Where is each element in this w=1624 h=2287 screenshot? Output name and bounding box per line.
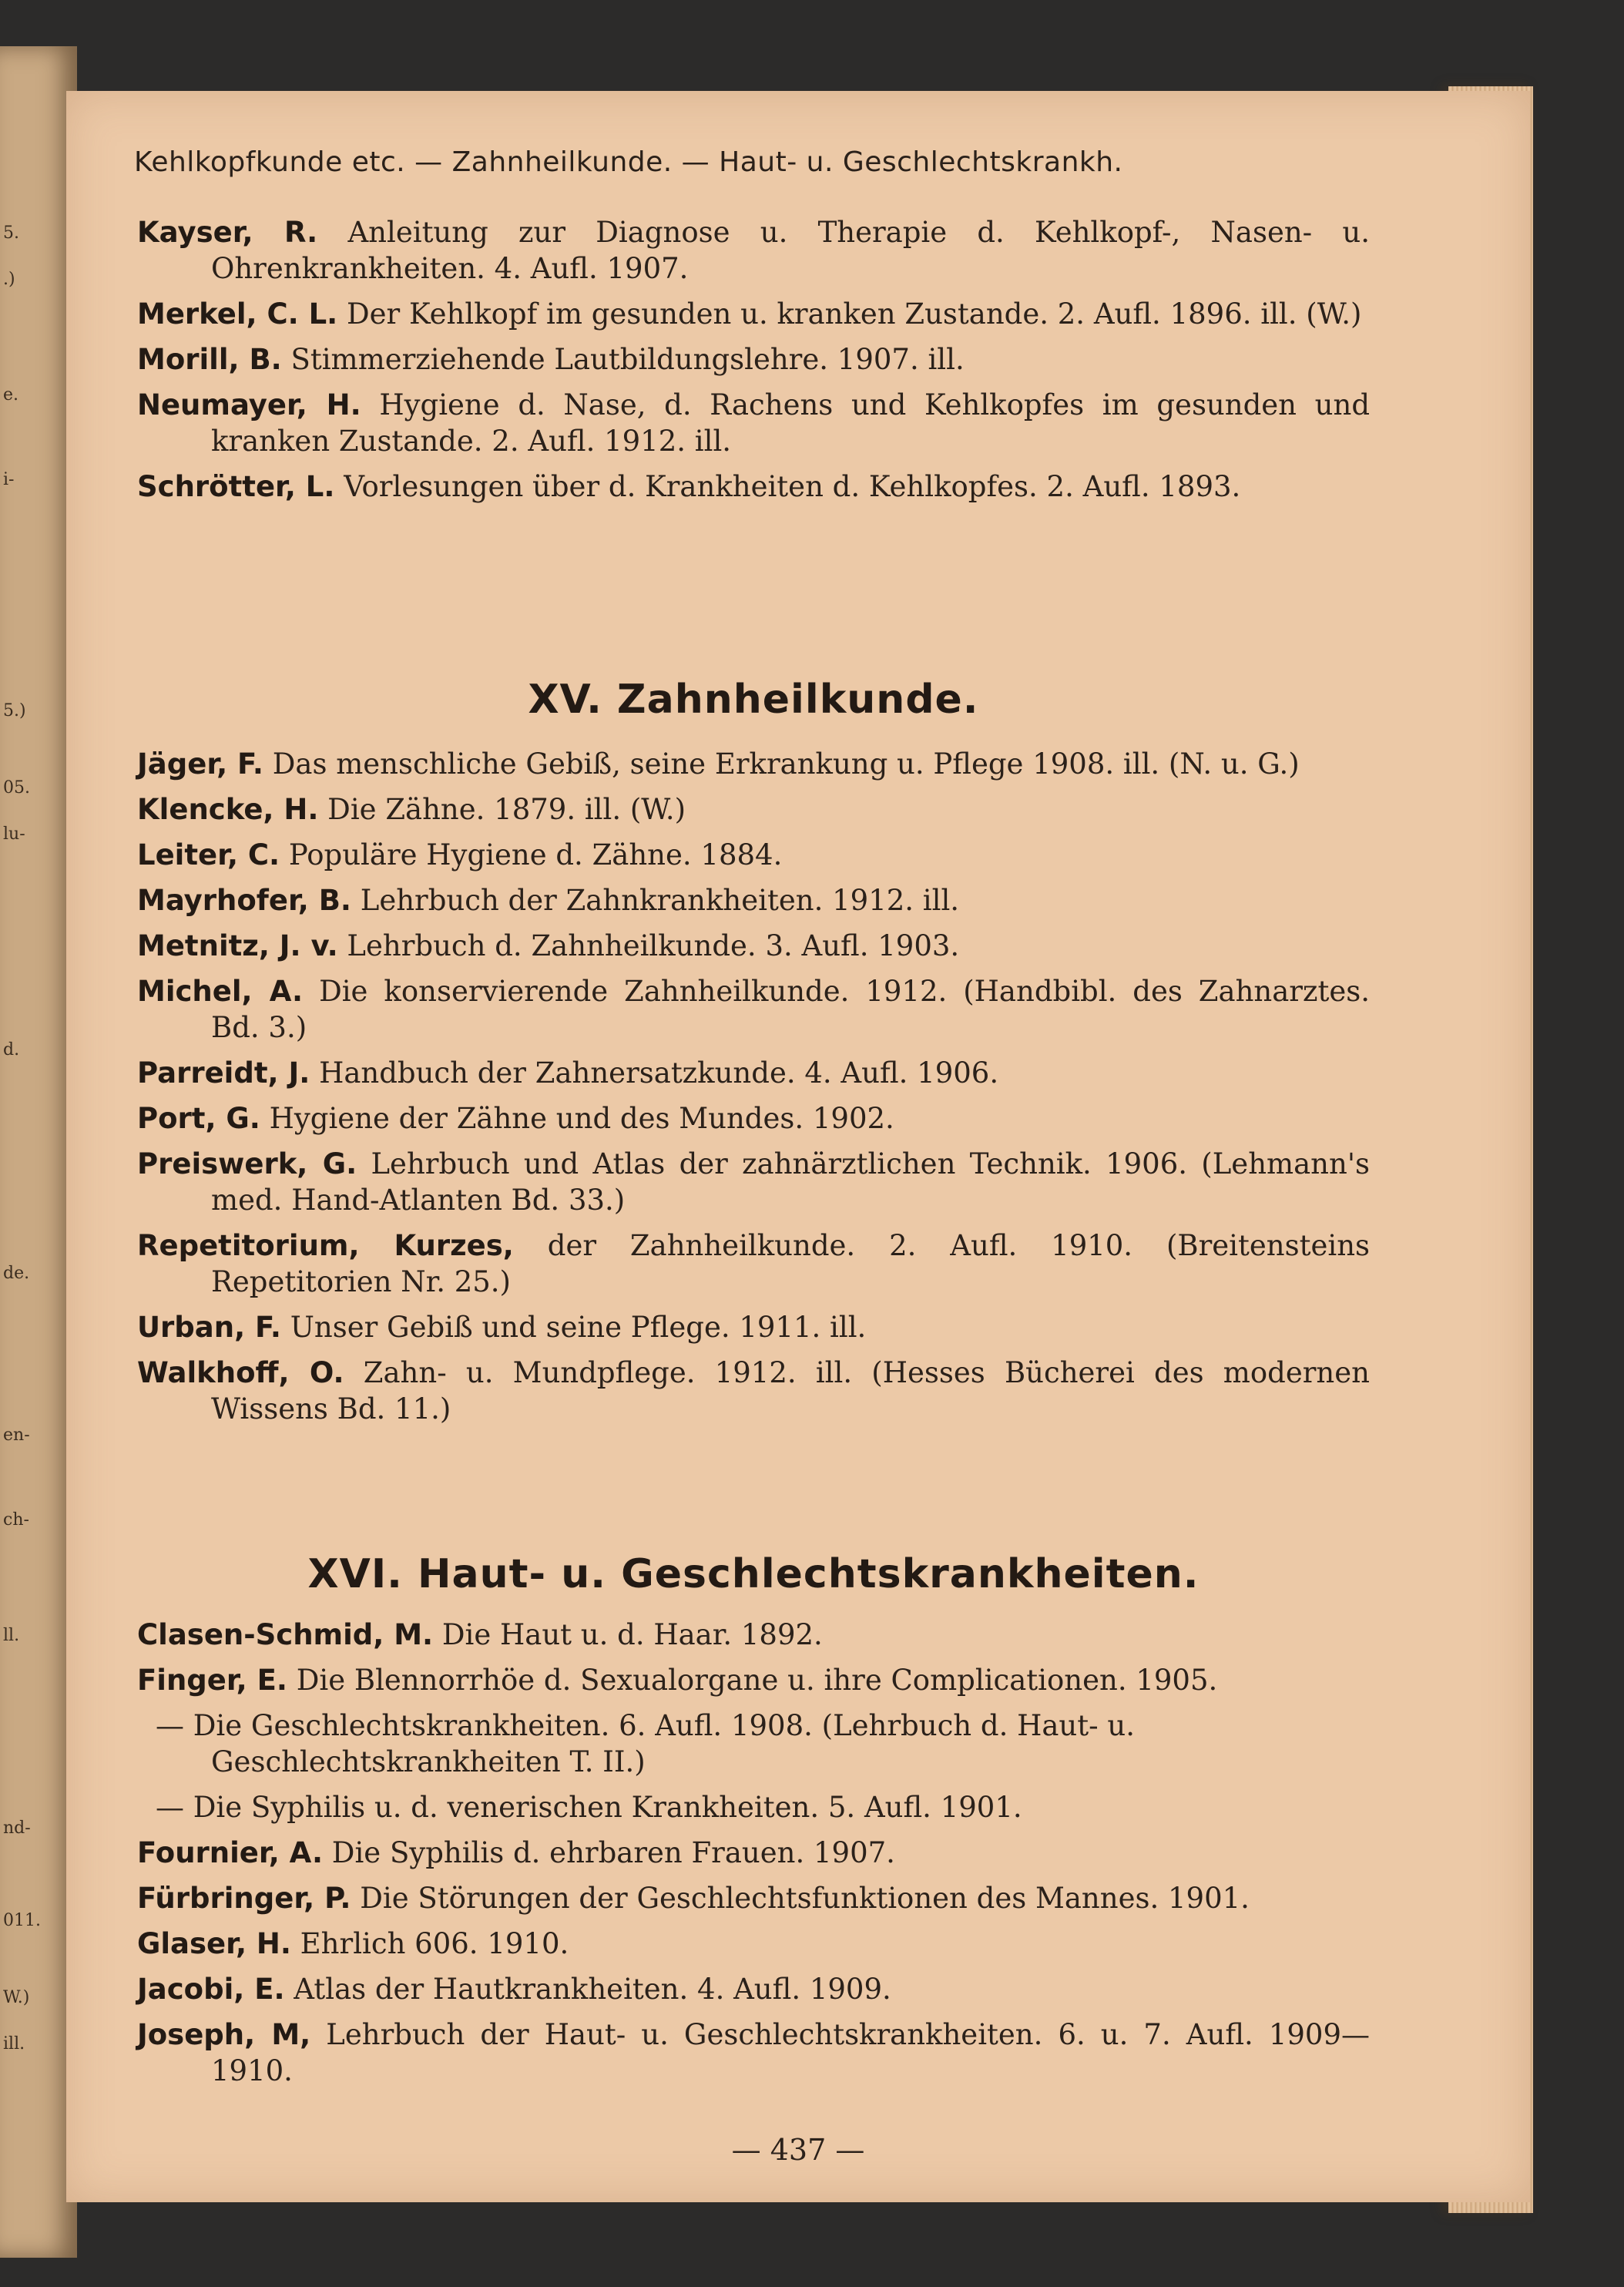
entry-author: Mayrhofer, B.	[137, 884, 351, 917]
entry-text: Das menschliche Gebiß, seine Erkrankung u. Pflege 1908. ill. (N. u. G.)	[272, 747, 1300, 781]
entry-author: Kayser, R.	[137, 216, 318, 249]
entry-author: Clasen-Schmid, M.	[137, 1618, 434, 1651]
list-item	[137, 1309, 1370, 1345]
entry-text: Lehrbuch d. Zahnheilkunde. 3. Aufl. 1903.	[347, 929, 960, 962]
entry-text: — Die Geschlechtskrankheiten. 6. Aufl. 1908. (Lehrbuch d. Haut- u. Geschlechtskrankheiten T. II.)	[156, 1709, 1135, 1778]
entry-author: Urban, F.	[137, 1311, 281, 1344]
list-item	[137, 1971, 1370, 2007]
list-item	[137, 928, 1370, 964]
entry-author: Fürbringer, P.	[137, 1882, 351, 1915]
zahnheilkunde-entry-list	[137, 746, 1370, 1436]
entry-author: Walkhoff, O.	[137, 1356, 344, 1389]
margin-fragment: ill.	[3, 2034, 25, 2054]
list-item	[137, 1100, 1370, 1137]
margin-fragment: d.	[3, 1040, 20, 1060]
margin-fragment: ch-	[3, 1510, 29, 1530]
list-item	[137, 2017, 1370, 2089]
haut-entry-list	[137, 1617, 1370, 2098]
list-item	[137, 1708, 1370, 1780]
list-item	[137, 882, 1370, 918]
list-item	[137, 1355, 1370, 1427]
margin-fragment: en-	[3, 1426, 30, 1445]
list-item	[137, 1789, 1370, 1825]
list-item	[137, 1926, 1370, 1962]
entry-author: Neumayer, H.	[137, 388, 361, 421]
list-item	[137, 837, 1370, 873]
entry-text: Stimmerziehende Lautbildungslehre. 1907. ill.	[290, 343, 965, 376]
entry-author: Schrötter, L.	[137, 470, 335, 503]
margin-fragment: ll.	[3, 1626, 20, 1645]
list-item	[137, 746, 1370, 782]
entry-author: Finger, E.	[137, 1664, 287, 1697]
margin-fragment: lu-	[3, 824, 25, 844]
entry-author: Merkel, C. L.	[137, 297, 338, 331]
margin-fragment: e.	[3, 385, 19, 405]
entry-text: Hygiene d. Nase, d. Rachens und Kehlkopfes im gesunden und kranken Zustande. 2. Aufl. 1912. ill.	[211, 388, 1371, 458]
entry-author: Port, G.	[137, 1102, 260, 1135]
list-item	[137, 1146, 1370, 1218]
entry-author: Klencke, H.	[137, 793, 319, 826]
entry-author: Joseph, M,	[137, 2018, 311, 2051]
margin-fragment: de.	[3, 1264, 30, 1283]
book-page	[66, 91, 1530, 2202]
margin-fragment: nd-	[3, 1819, 31, 1838]
entry-text: Zahn- u. Mundpflege. 1912. ill. (Hesses Bücherei des modernen Wissens Bd. 11.)	[211, 1356, 1370, 1426]
list-item	[137, 1662, 1370, 1698]
margin-fragment: 05.	[3, 778, 30, 798]
list-item	[137, 791, 1370, 828]
entry-text: Die Syphilis d. ehrbaren Frauen. 1907.	[331, 1836, 895, 1869]
list-item	[137, 214, 1370, 287]
entry-text: Anleitung zur Diagnose u. Therapie d. Kehlkopf-, Nasen- u. Ohrenkrankheiten. 4. Aufl. 1907.	[211, 216, 1371, 285]
list-item	[137, 1835, 1370, 1871]
list-item	[137, 1055, 1370, 1091]
entry-text: Die Blennorrhöe d. Sexualorgane u. ihre Complicationen. 1905.	[296, 1664, 1218, 1697]
entry-author: Metnitz, J. v.	[137, 929, 338, 962]
entry-text: Handbuch der Zahnersatzkunde. 4. Aufl. 1906.	[319, 1056, 999, 1090]
entry-author: Morill, B.	[137, 343, 282, 376]
list-item	[137, 387, 1370, 459]
list-item	[137, 296, 1370, 332]
entry-text: Lehrbuch der Zahnkrankheiten. 1912. ill.	[360, 884, 960, 917]
list-item	[137, 973, 1370, 1046]
list-item	[137, 1880, 1370, 1916]
entry-text: Hygiene der Zähne und des Mundes. 1902.	[269, 1102, 894, 1135]
left-page-edge	[0, 46, 77, 2258]
list-item	[137, 1617, 1370, 1653]
entry-author: Fournier, A.	[137, 1836, 324, 1869]
list-item	[137, 341, 1370, 378]
entry-text: — Die Syphilis u. d. venerischen Krankheiten. 5. Aufl. 1901.	[156, 1791, 1022, 1824]
entry-author: Repetitorium, Kurzes,	[137, 1229, 514, 1262]
margin-fragment: 5.	[3, 223, 19, 243]
entry-author: Preiswerk, G.	[137, 1147, 357, 1180]
entry-text: Vorlesungen über d. Krankheiten d. Kehlkopfes. 2. Aufl. 1893.	[344, 470, 1241, 503]
entry-text: Die Zähne. 1879. ill. (W.)	[327, 793, 686, 826]
entry-author: Glaser, H.	[137, 1927, 291, 1960]
entry-author: Jacobi, E.	[137, 1973, 285, 2006]
entry-text: Atlas der Hautkrankheiten. 4. Aufl. 1909.	[294, 1973, 891, 2006]
list-item	[137, 1227, 1370, 1300]
entry-author: Leiter, C.	[137, 838, 280, 871]
entry-text: Lehrbuch und Atlas der zahnärztlichen Technik. 1906. (Lehmann's med. Hand-Atlanten Bd. 33.)	[211, 1147, 1370, 1217]
entry-author: Parreidt, J.	[137, 1056, 310, 1090]
page-number: — 437 —	[731, 2133, 865, 2167]
entry-text: Die konservierende Zahnheilkunde. 1912. (Handbibl. des Zahnarztes. Bd. 3.)	[211, 975, 1370, 1044]
section-title-xvi: XVI. Haut- u. Geschlechtskrankheiten.	[307, 1551, 1200, 1597]
entry-text: Die Störungen der Geschlechtsfunktionen des Mannes. 1901.	[360, 1882, 1250, 1915]
entry-text: Der Kehlkopf im gesunden u. kranken Zustande. 2. Aufl. 1896. ill. (W.)	[346, 297, 1362, 331]
section-title-xv: XV. Zahnheilkunde.	[528, 677, 979, 723]
entry-text: Populäre Hygiene d. Zähne. 1884.	[288, 838, 783, 871]
kehlkopf-entry-list	[137, 214, 1370, 514]
entry-text: Ehrlich 606. 1910.	[300, 1927, 569, 1960]
entry-text: Die Haut u. d. Haar. 1892.	[441, 1618, 823, 1651]
entry-author: Michel, A.	[137, 975, 304, 1008]
running-head: Kehlkopfkunde etc. — Zahnheilkunde. — Haut- u. Geschlechtskrankh.	[134, 146, 1123, 178]
margin-fragment: 5.)	[3, 701, 26, 720]
entry-author: Jäger, F.	[137, 747, 263, 781]
margin-fragment: .)	[3, 270, 15, 289]
margin-fragment: i-	[3, 470, 15, 489]
margin-fragment: W.)	[3, 1988, 30, 2007]
list-item	[137, 468, 1370, 505]
entry-text: der Zahnheilkunde. 2. Aufl. 1910. (Breitensteins Repetitorien Nr. 25.)	[211, 1229, 1371, 1298]
entry-text: Lehrbuch der Haut- u. Geschlechtskrankheiten. 6. u. 7. Aufl. 1909—1910.	[211, 2018, 1370, 2087]
entry-text: Unser Gebiß und seine Pflege. 1911. ill.	[290, 1311, 867, 1344]
margin-fragment: 011.	[3, 1911, 41, 1930]
